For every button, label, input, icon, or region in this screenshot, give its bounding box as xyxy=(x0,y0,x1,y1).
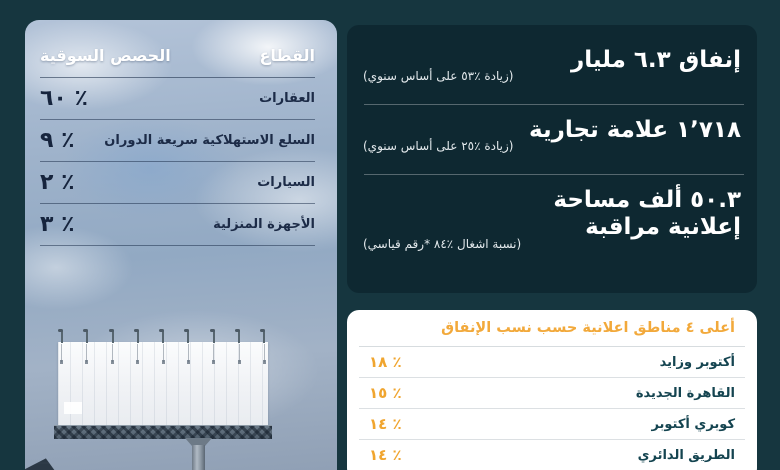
kpi-card xyxy=(347,25,757,293)
table-row xyxy=(40,204,315,246)
table-row xyxy=(40,162,315,204)
area-label: الطريق الدائري xyxy=(637,447,735,463)
corner-structure xyxy=(25,454,61,470)
kpi-brands xyxy=(363,105,741,174)
area-share-value: ١٨ ٪ xyxy=(369,353,402,371)
kpi-spending xyxy=(363,47,741,104)
header-share: الحصص السوقية xyxy=(40,46,171,65)
billboard-pole xyxy=(192,445,205,470)
top-areas-title: أعلى ٤ مناطق اعلانية حسب نسب الإنفاق xyxy=(359,310,745,347)
sector-label: السيارات xyxy=(257,175,315,190)
sector-share-value: ٢ ٪ xyxy=(40,170,75,195)
kpi-ad-spaces xyxy=(363,175,741,251)
table-row xyxy=(40,78,315,120)
sector-share-value: ٣ ٪ xyxy=(40,212,75,237)
area-share-value: ١٥ ٪ xyxy=(369,384,402,402)
market-share-table-header xyxy=(40,20,315,78)
billboard-photo xyxy=(25,20,337,470)
sector-share-value: ٩ ٪ xyxy=(40,128,75,153)
kpi-title: ٥٠.٣ ألف مساحة إعلانية مراقبة xyxy=(553,187,741,241)
kpi-title: إنفاق ٦.٣ مليار xyxy=(570,47,741,73)
billboard-lamps xyxy=(61,331,265,343)
area-row xyxy=(359,378,745,409)
table-row xyxy=(40,120,315,162)
top-areas-panel xyxy=(347,310,757,470)
market-share-table xyxy=(25,20,337,246)
sector-label: الأجهزة المنزلية xyxy=(213,217,315,232)
area-row xyxy=(359,409,745,440)
area-share-value: ١٤ ٪ xyxy=(369,415,402,433)
area-row xyxy=(359,440,745,470)
kpi-title: ١٬٧١٨ علامة تجارية xyxy=(529,117,741,144)
sector-label: العقارات xyxy=(259,91,315,106)
header-sector: القطاع xyxy=(259,46,315,65)
billboard-catwalk xyxy=(54,425,272,439)
area-share-value: ١٤ ٪ xyxy=(369,446,402,464)
kpi-subtitle: (زيادة ٪٢٥ على أساس سنوي) xyxy=(363,139,514,154)
billboard-light-patch xyxy=(64,402,82,414)
area-label: أكتوبر وزايد xyxy=(659,354,735,370)
sector-share-value: ٦٠ ٪ xyxy=(40,86,88,111)
kpi-subtitle: (نسبة اشغال ٪٨٤ *رقم قياسي) xyxy=(363,236,522,251)
area-row xyxy=(359,347,745,378)
area-label: كوبري أكتوبر xyxy=(651,416,735,432)
area-label: القاهرة الجديدة xyxy=(635,385,735,401)
billboard-lamp-rods xyxy=(61,344,265,362)
sector-label: السلع الاستهلاكية سريعة الدوران xyxy=(104,133,315,148)
kpi-subtitle: (زيادة ٪٥٣ على أساس سنوي) xyxy=(363,69,514,84)
